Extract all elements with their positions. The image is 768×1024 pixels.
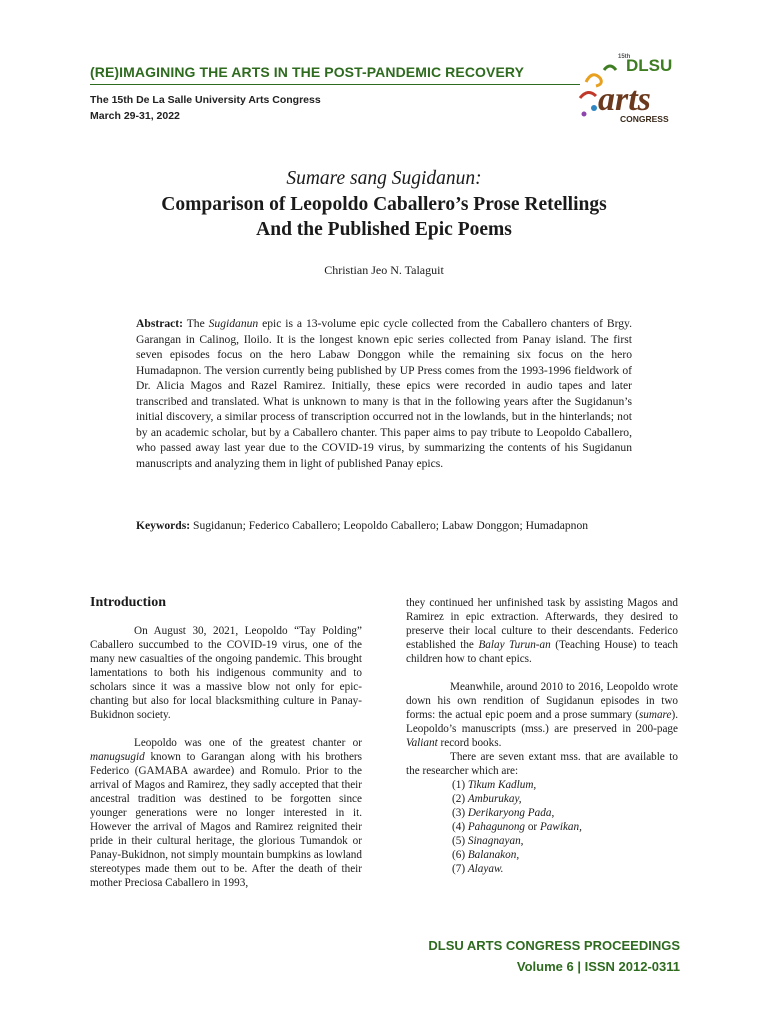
- volume-issn: Volume 6 | ISSN 2012-0311: [516, 959, 680, 974]
- proceedings-title: DLSU ARTS CONGRESS PROCEEDINGS: [428, 938, 680, 953]
- logo-superscript: 15th: [618, 54, 631, 60]
- paragraph: [90, 736, 362, 890]
- paragraph: There are seven extant mss. that are available to the researcher which are:: [406, 751, 678, 777]
- text-run-em: Balay Turun-an: [478, 639, 551, 651]
- keywords: [136, 518, 632, 534]
- abstract: [136, 316, 632, 471]
- section-heading-introduction: Introduction: [90, 595, 166, 610]
- conference-date: March 29-31, 2022: [90, 110, 180, 122]
- list-item: (3) Derikaryong Pada,: [452, 807, 555, 819]
- logo-word: arts: [598, 81, 651, 118]
- abstract-em: Sugidanun: [208, 317, 259, 330]
- text-run: Meanwhile, around 2010 to 2016, Leopoldo wrote down his own rendition of Sugidanun episodes in two forms: the actual epic poem and a prose summary (: [406, 681, 678, 721]
- list-item: (7) Alayaw.: [452, 863, 504, 875]
- text-run: (Teaching House) to teach children how to chant epics.: [406, 639, 678, 665]
- paragraph: [406, 596, 678, 666]
- left-column: [90, 596, 362, 904]
- keywords-text: Sugidanun; Federico Caballero; Leopoldo Caballero; Labaw Donggon; Humadapnon: [190, 519, 589, 532]
- text-run-em: manugsugid: [90, 751, 145, 763]
- paper-title-line-2: Comparison of Leopoldo Caballero’s Prose Retellings: [161, 194, 607, 215]
- logo-org: DLSU: [626, 56, 673, 75]
- dlsu-arts-congress-logo: [574, 52, 684, 132]
- paper-title-line-3: And the Published Epic Poems: [256, 219, 512, 240]
- paper-title-italic: Sumare sang Sugidanun:: [286, 168, 482, 189]
- header-rule: [90, 84, 580, 85]
- keywords-label: Keywords:: [136, 519, 191, 532]
- conference-title: (RE)IMAGINING THE ARTS IN THE POST-PANDEMIC RECOVERY: [90, 64, 525, 80]
- paragraph: On August 30, 2021, Leopoldo “Tay Polding” Caballero succumbed to the COVID-19 virus, one of the many new casualties of the ongoing pandemic. This brought lamentations to both his indigenous community and to scholars since it was a massive blow not only for epic-chanting but also for local blacksmithing culture in Panay-Bukidnon society.: [90, 625, 362, 721]
- text-run: ). Leopoldo’s manuscripts (mss.) are preserved in 200-page: [406, 709, 678, 735]
- text-run: they continued her unfinished task by assisting Magos and Ramirez in epic extraction. Afterwards, they desired to preserve their local culture to their descendants. Federico established the: [406, 597, 678, 651]
- list-item: (2) Amburukay,: [452, 793, 522, 805]
- right-column: [406, 596, 678, 876]
- text-run: known to Garangan along with his brothers Federico (GAMABA awardee) and Romulo. Prior to the arrival of Magos and Ramirez, they sadly accepted that their ancestral tradition was destined to be forgotten since younger generations were no longer interested in it. However the arrival of Magos and Ramirez reignited their pride in their cultural heritage, the glorious Tumandok or Panay-Bukidnon, not simply mountain bumpkins as lowland stereotypes made them out to be. After the death of their mother Preciosa Caballero in 1993,: [90, 751, 362, 889]
- conference-name: The 15th De La Salle University Arts Congress: [90, 94, 321, 106]
- text-run: Leopoldo was one of the greatest chanter or: [134, 737, 362, 749]
- text-run-em: Valiant: [406, 737, 438, 749]
- paragraph: [406, 680, 678, 750]
- list-item: (4) Pahagunong or Pawikan,: [452, 821, 582, 833]
- text-run-em: sumare: [638, 709, 672, 721]
- abstract-label: Abstract:: [136, 317, 184, 330]
- abstract-text: epic is a 13-volume epic cycle collected from the Caballero chanters of Brgy. Garangan in Calinog, Iloilo. It is the longest known epic series collected from Panay island. The first seven episodes focus on the hero Labaw Donggon while the remaining six focus on the hero Humadapnon. The version currently being published by UP Press comes from the 1993-1996 fieldwork of Dr. Alicia Magos and Razel Ramirez. Initially, these epics were recorded in audio tapes and later transcribed and translated. What is unknown to many is that in the following years after the Sugidanun’s initial discovery, a similar process of transcription occurred not in the lowlands, but in the hinterlands; not by an academic scholar, but by a Caballero chanter. This paper aims to pay tribute to Leopoldo Caballero, who passed away last year due to the COVID-19 virus, by summarizing the contents of his Sugidanun manuscripts and analyzing them in light of published Panay epics.: [136, 317, 632, 470]
- manuscript-list: [406, 778, 678, 876]
- list-item: (6) Balanakon,: [452, 849, 520, 861]
- abstract-pre: The: [183, 317, 209, 330]
- author: Christian Jeo N. Talaguit: [324, 263, 444, 277]
- text-run: record books.: [437, 737, 502, 749]
- list-item: (1) Tikum Kadlum,: [452, 779, 537, 791]
- list-item: (5) Sinagnayan,: [452, 835, 524, 847]
- logo-congress: CONGRESS: [620, 114, 669, 124]
